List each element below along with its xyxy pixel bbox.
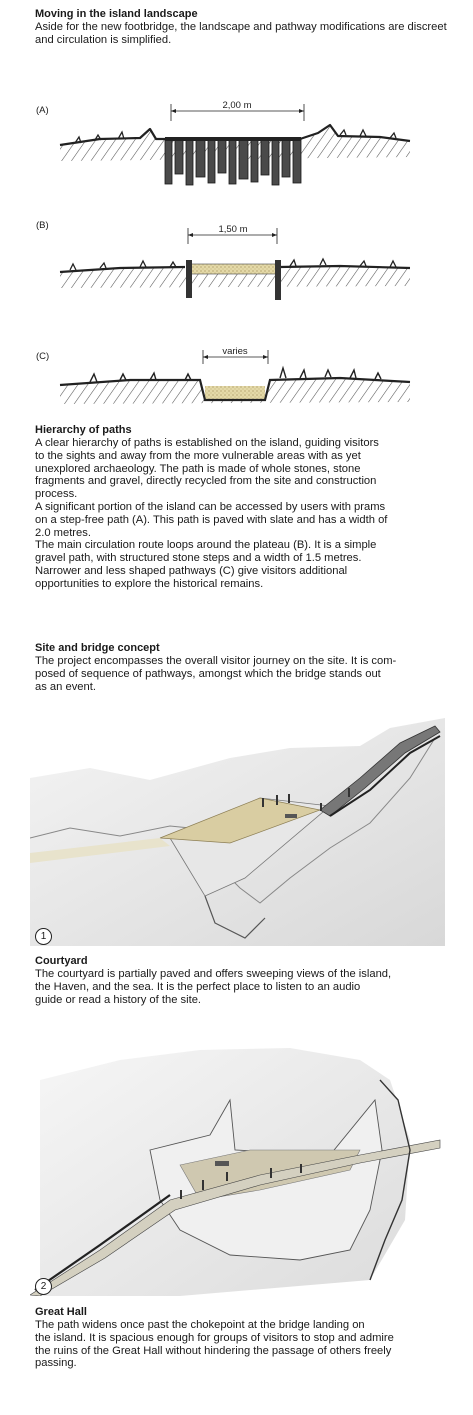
great-hall-render xyxy=(30,1040,445,1296)
section-a-drawing xyxy=(0,95,473,190)
great-hall-title: Great Hall xyxy=(35,1306,87,1318)
landscape-title: Moving in the island landscape xyxy=(35,8,198,20)
great-hall-body: The path widens once past the chokepoint at the bridge landing on the island. It is spacious enough for groups of visitors to stop and admire the ruins of the Great Hall without hindering the passage of others freely passing. xyxy=(35,1319,394,1370)
courtyard-number-badge: 1 xyxy=(35,928,52,945)
hierarchy-body: A clear hierarchy of paths is established on the island, guiding visitors to the sights and away from the more vulnerable areas with as yet unexplored archaeology. The path is made of whole stones, stone fragments and gravel, directly recycled from the site and construction process. A significant portion of the island can be accessed by users with prams on a step-free path (A). This path is paved with slate and has a width of 2.0 metres. The main circulation route loops around the plateau (B). It is a simple gravel path, with structured stone steps and a width of 1.5 metres. Narrower and less shaped pathways (C) give visitors additional opportunities to explore the historical remains. xyxy=(35,437,388,590)
concept-body: The project encompasses the overall visitor journey on the site. It is com- posed of sequence of pathways, amongst which the bridge stands out as an event. xyxy=(35,655,397,693)
section-c-dimension: varies xyxy=(222,346,248,357)
great-hall-number-badge: 2 xyxy=(35,1278,52,1295)
courtyard-body: The courtyard is partially paved and offers sweeping views of the island, the Haven, and the sea. It is the perfect place to listen to an audio guide or read a history of the site. xyxy=(35,968,392,1006)
courtyard-render xyxy=(30,718,445,946)
section-b-label: (B) xyxy=(36,220,49,231)
courtyard-title: Courtyard xyxy=(35,955,88,967)
section-b-dimension: 1,50 m xyxy=(218,224,248,235)
section-b-drawing xyxy=(0,222,473,307)
landscape-intro: Aside for the new footbridge, the landscape and pathway modifications are discreet and circulation is simplified. xyxy=(35,21,447,46)
section-c-label: (C) xyxy=(36,351,50,362)
section-c-drawing xyxy=(0,342,473,414)
section-a-dimension: 2,00 m xyxy=(222,100,252,111)
concept-title: Site and bridge concept xyxy=(35,642,160,654)
hierarchy-title: Hierarchy of paths xyxy=(35,424,132,436)
section-a-label: (A) xyxy=(36,105,49,116)
